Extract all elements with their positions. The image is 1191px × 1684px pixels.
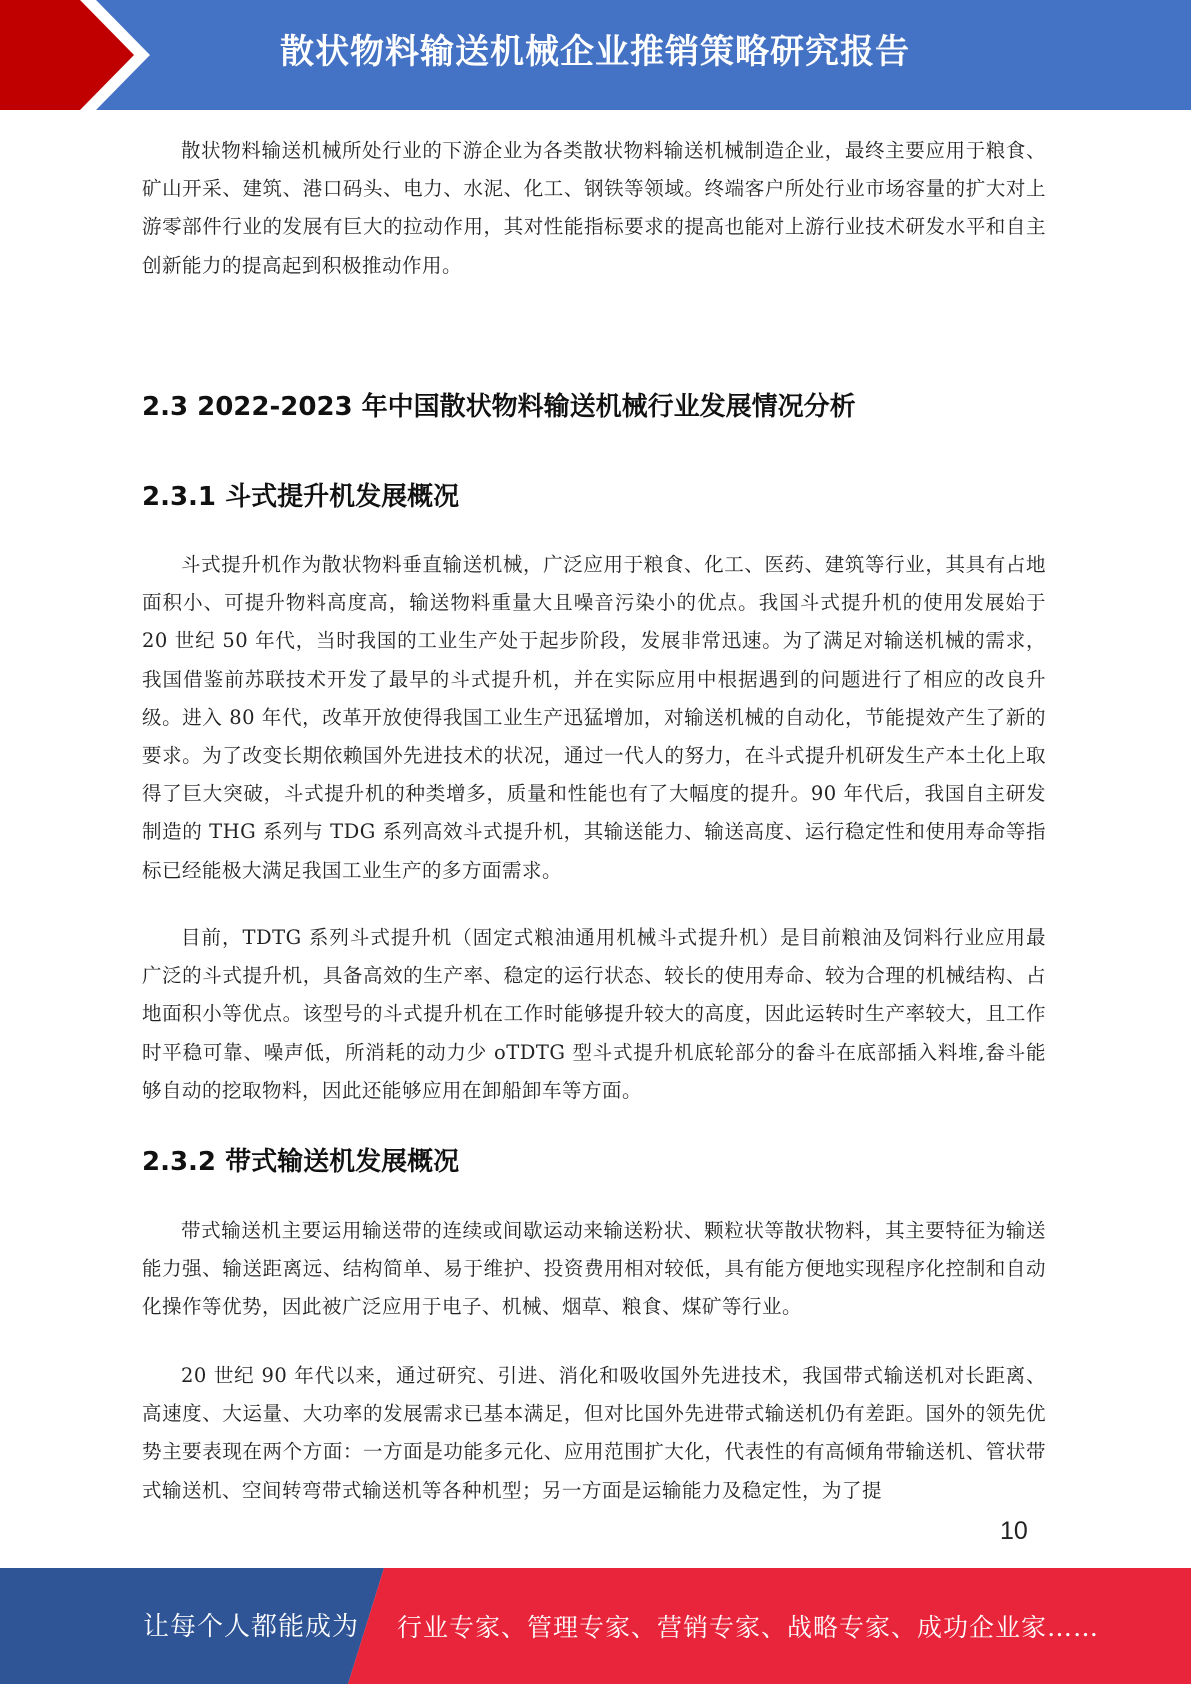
section-2-3-1-paragraph-1: 斗式提升机作为散状物料垂直输送机械，广泛应用于粮食、化工、医药、建筑等行业，其具有占地面积小、可提升物料高度高，输送物料重量大且噪音污染小的优点。我国斗式提升机的使用发展始于 20 世纪 50 年代，当时我国的工业生产处于起步阶段，发展非常迅速。为了满足对输送机械的需求，我国借鉴前苏联技术开发了最早的斗式提升机，并在实际应用中根据遇到的问题进行了相应的改良升级。进入 80 年代，改革开放使得我国工业生产迅猛增加，对输送机械的自动化，节能提效产生了新的要求。为了改变长期依赖国外先进技术的状况，通过一代人的努力，在斗式提升机研发生产本土化上取得了巨大突破，斗式提升机的种类增多，质量和性能也有了大幅度的提升。90 年代后，我国自主研发制造的 THG 系列与 TDG 系列高效斗式提升机，其输送能力、输送高度、运行稳定性和使用寿命等指标已经能极大满足我国工业生产的多方面需求。 bbox=[142, 553, 1046, 882]
report-title: 散状物料输送机械企业推销策略研究报告 bbox=[280, 32, 910, 72]
section-2-3-1-body-2 bbox=[142, 919, 1046, 1110]
section-2-3-1-heading: 2.3.1 斗式提升机发展概况 bbox=[142, 482, 460, 512]
page-footer bbox=[0, 1568, 1191, 1684]
intro-paragraph: 散状物料输送机械所处行业的下游企业为各类散状物料输送机械制造企业，最终主要应用于粮食、矿山开采、建筑、港口码头、电力、水泥、化工、钢铁等领域。终端客户所处行业市场容量的扩大对上游零部件行业的发展有巨大的拉动作用，其对性能指标要求的提高也能对上游行业技术研发水平和自主创新能力的提高起到积极推动作用。 bbox=[142, 139, 1046, 277]
section-2-3-2-paragraph-2: 20 世纪 90 年代以来，通过研究、引进、消化和吸收国外先进技术，我国带式输送机对长距离、高速度、大运量、大功率的发展需求已基本满足，但对比国外先进带式输送机仍有差距。国外的领先优势主要表现在两个方面：一方面是功能多元化、应用范围扩大化，代表性的有高倾角带输送机、管状带式输送机、空间转弯带式输送机等各种机型；另一方面是运输能力及稳定性，为了提 bbox=[142, 1364, 1046, 1502]
header-chevron-arrow bbox=[0, 0, 160, 110]
footer-slogan-left: 让每个人都能成为 bbox=[143, 1612, 360, 1642]
section-2-3-2-body-2 bbox=[142, 1357, 1046, 1510]
section-2-3-heading: 2.3 2022-2023 年中国散状物料输送机械行业发展情况分析 bbox=[142, 392, 856, 422]
footer-slogan-right: 行业专家、管理专家、营销专家、战略专家、成功企业家…… bbox=[397, 1613, 1100, 1642]
page-number: 10 bbox=[1000, 1517, 1028, 1545]
intro-section bbox=[142, 132, 1046, 285]
section-2-3-1-body bbox=[142, 546, 1046, 890]
section-2-3-2-body bbox=[142, 1212, 1046, 1327]
page-header bbox=[0, 0, 1191, 110]
section-2-3-2-paragraph-1: 带式输送机主要运用输送带的连续或间歇运动来输送粉状、颗粒状等散状物料，其主要特征为输送能力强、输送距离远、结构简单、易于维护、投资费用相对较低，具有能方便地实现程序化控制和自动化操作等优势，因此被广泛应用于电子、机械、烟草、粮食、煤矿等行业。 bbox=[142, 1219, 1046, 1319]
section-2-3-1-paragraph-2: 目前，TDTG 系列斗式提升机（固定式粮油通用机械斗式提升机）是目前粮油及饲料行业应用最广泛的斗式提升机，具备高效的生产率、稳定的运行状态、较长的使用寿命、较为合理的机械结构、占地面积小等优点。该型号的斗式提升机在工作时能够提升较大的高度，因此运转时生产率较大，且工作时平稳可靠、噪声低，所消耗的动力少 oTDTG 型斗式提升机底轮部分的畚斗在底部插入料堆,畚斗能够自动的挖取物料，因此还能够应用在卸船卸车等方面。 bbox=[142, 926, 1046, 1102]
section-2-3-2-heading: 2.3.2 带式输送机发展概况 bbox=[142, 1147, 460, 1177]
